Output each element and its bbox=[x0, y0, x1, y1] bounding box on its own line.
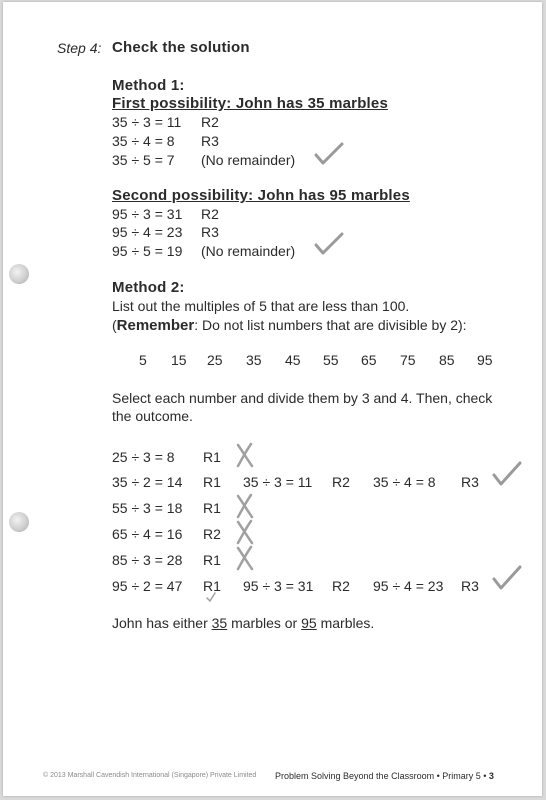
m1-second-rem-1: R2 bbox=[201, 206, 219, 222]
multiple-95: 95 bbox=[477, 352, 493, 368]
method2-remember: (Remember: Do not list numbers that are divisible by 2): bbox=[112, 317, 467, 334]
check-row-5-ar: R1 bbox=[203, 552, 221, 568]
check-row-2-ar: R1 bbox=[203, 474, 221, 490]
conclusion: John has either 35 marbles or 95 marbles. bbox=[112, 615, 375, 631]
check-row-2-a: 35 ÷ 2 = 14 bbox=[112, 474, 183, 490]
check-row-6-c: 95 ÷ 4 = 23 bbox=[373, 578, 444, 594]
m1-first-rem-1: R2 bbox=[201, 114, 219, 130]
check-row-6-br: R2 bbox=[332, 578, 350, 594]
answer-35: 35 bbox=[211, 615, 228, 631]
check-row-2-c: 35 ÷ 4 = 8 bbox=[373, 474, 436, 490]
cross-mark-icon bbox=[235, 545, 255, 571]
check-row-4-a: 65 ÷ 4 = 16 bbox=[112, 526, 183, 542]
book-title: Problem Solving Beyond the Classroom • Primary 5 • 3 bbox=[275, 771, 494, 781]
multiple-15: 15 bbox=[171, 352, 187, 368]
m1-first-eq-2: 35 ÷ 4 = 8 bbox=[112, 133, 175, 149]
multiple-35: 35 bbox=[246, 352, 262, 368]
select-instruction-line-2: the outcome. bbox=[112, 408, 193, 424]
multiple-5: 5 bbox=[139, 352, 147, 368]
check-row-3-ar: R1 bbox=[203, 500, 221, 516]
check-row-6-a: 95 ÷ 2 = 47 bbox=[112, 578, 183, 594]
cross-mark-icon bbox=[235, 493, 255, 519]
m1-second-eq-2: 95 ÷ 4 = 23 bbox=[112, 224, 183, 240]
step-title: Check the solution bbox=[112, 39, 250, 56]
remember-keyword: Remember bbox=[116, 317, 195, 334]
multiple-25: 25 bbox=[207, 352, 223, 368]
check-row-6-cr: R3 bbox=[461, 578, 479, 594]
answer-95: 95 bbox=[301, 615, 317, 631]
check-row-2-br: R2 bbox=[332, 474, 350, 490]
check-mark-icon bbox=[313, 231, 345, 257]
step-label: Step 4: bbox=[57, 40, 102, 56]
check-row-1-a: 25 ÷ 3 = 8 bbox=[112, 449, 175, 465]
copyright-notice: © 2013 Marshall Cavendish International (Singapore) Private Limited bbox=[43, 772, 257, 779]
m1-first-rem-3: (No remainder) bbox=[201, 152, 296, 168]
page-number: 3 bbox=[488, 771, 494, 781]
check-row-4-ar: R2 bbox=[203, 526, 221, 542]
method1-title: Method 1: bbox=[112, 77, 185, 94]
m1-first-eq-3: 35 ÷ 5 = 7 bbox=[112, 152, 175, 168]
second-possibility-heading: Second possibility: John has 95 marbles bbox=[112, 187, 410, 204]
binder-hole-top bbox=[9, 264, 29, 284]
check-mark-icon bbox=[491, 564, 523, 592]
multiple-65: 65 bbox=[361, 352, 377, 368]
method2-title: Method 2: bbox=[112, 279, 185, 296]
first-possibility-heading: First possibility: John has 35 marbles bbox=[112, 95, 389, 112]
m1-second-rem-3: (No remainder) bbox=[201, 243, 296, 259]
m1-second-rem-2: R3 bbox=[201, 224, 219, 240]
check-row-5-a: 85 ÷ 3 = 28 bbox=[112, 552, 183, 568]
multiple-85: 85 bbox=[439, 352, 455, 368]
check-mark-icon bbox=[313, 141, 345, 167]
check-row-6-ar: R1 bbox=[203, 578, 221, 594]
m1-second-eq-1: 95 ÷ 3 = 31 bbox=[112, 206, 183, 222]
multiple-55: 55 bbox=[323, 352, 339, 368]
check-mark-icon bbox=[491, 460, 523, 488]
binder-hole-bottom bbox=[9, 512, 29, 532]
cross-mark-icon bbox=[235, 442, 255, 468]
select-instruction-line-1: Select each number and divide them by 3 and 4. Then, check bbox=[112, 390, 493, 406]
check-row-2-b: 35 ÷ 3 = 11 bbox=[243, 474, 313, 490]
method2-intro: List out the multiples of 5 that are less than 100. bbox=[112, 298, 410, 314]
multiple-75: 75 bbox=[400, 352, 416, 368]
m1-first-eq-1: 35 ÷ 3 = 11 bbox=[112, 114, 182, 130]
check-row-2-cr: R3 bbox=[461, 474, 479, 490]
m1-first-rem-2: R3 bbox=[201, 133, 219, 149]
tick-mark-icon bbox=[206, 592, 216, 602]
check-row-6-b: 95 ÷ 3 = 31 bbox=[243, 578, 314, 594]
check-row-3-a: 55 ÷ 3 = 18 bbox=[112, 500, 183, 516]
m1-second-eq-3: 95 ÷ 5 = 19 bbox=[112, 243, 183, 259]
worksheet-page bbox=[3, 2, 542, 796]
multiple-45: 45 bbox=[285, 352, 301, 368]
check-row-1-ar: R1 bbox=[203, 449, 221, 465]
cross-mark-icon bbox=[235, 519, 255, 545]
